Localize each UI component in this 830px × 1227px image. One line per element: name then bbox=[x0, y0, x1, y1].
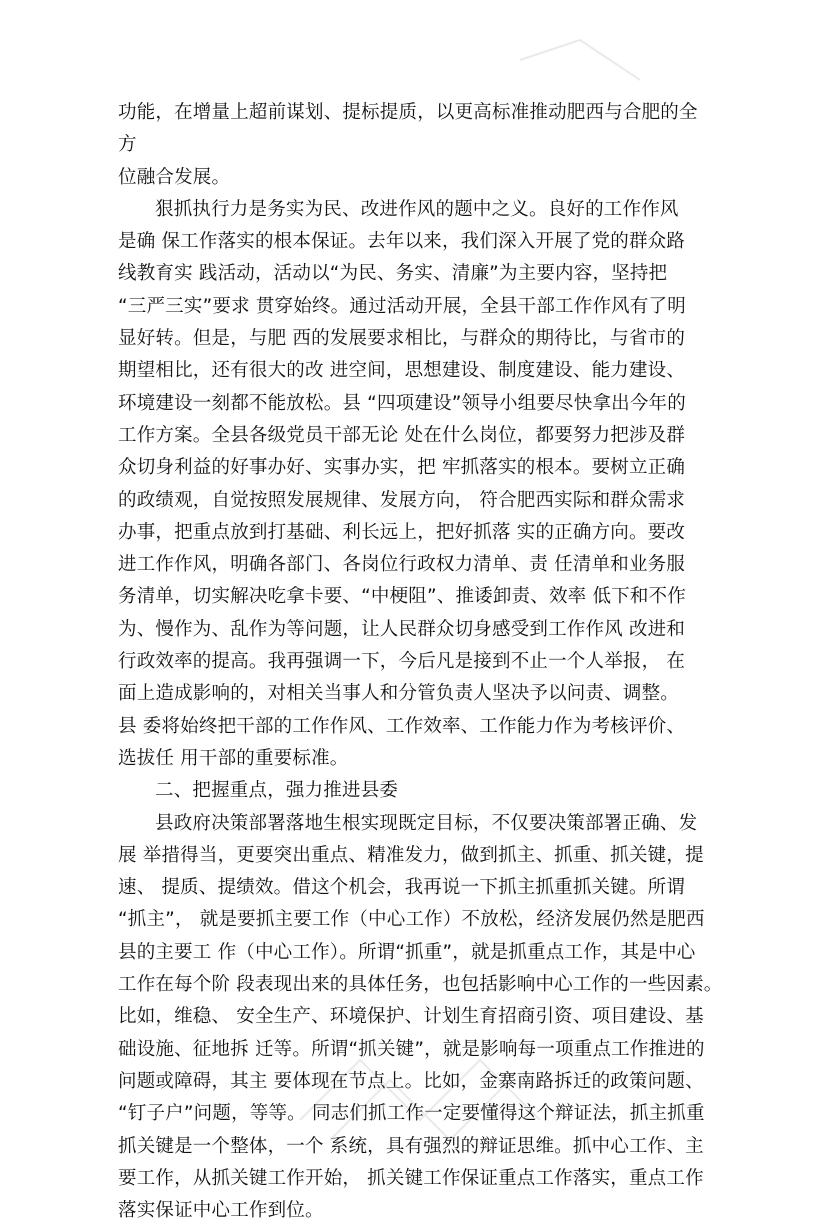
text-line: 进工作作风，明确各部门、各岗位行政权力清单、责 任清单和业务服 bbox=[118, 554, 686, 576]
text-line: 是确 保工作落实的根本保证。去年以来，我们深入开展了党的群众路 bbox=[118, 231, 686, 253]
text-line: 县 委将始终把干部的工作作风、工作效率、工作能力作为考核评价、 bbox=[118, 715, 686, 737]
text-line: 为、慢作为、乱作为等问题，让人民群众切身感受到工作作风 改进和 bbox=[118, 618, 686, 640]
text-line: 环境建设一刻都不能放松。县 “四项建设”领导小组要尽快拿出今年的 bbox=[118, 392, 686, 414]
text-line: 方 bbox=[118, 134, 137, 156]
text-line: 办事，把重点放到打基础、利长远上，把好抓落 实的正确方向。要改 bbox=[118, 521, 686, 543]
text-line: 础设施、征地拆 迁等。所谓“抓关键”，就是影响每一项重点工作推进的 bbox=[118, 1038, 705, 1060]
text-line: 行政效率的提高。我再强调一下，今后凡是接到不止一个人举报， 在 bbox=[118, 651, 686, 673]
text-line: 的政绩观，自觉按照发展规律、发展方向， 符合肥西实际和群众需求 bbox=[118, 489, 686, 511]
text-line: 速、 提质、提绩效。借这个机会，我再说一下抓主抓重抓关键。所谓 bbox=[118, 877, 686, 899]
text-line: 选拔任 用干部的重要标准。 bbox=[118, 747, 349, 769]
text-line: 务清单，切实解决吃拿卡要、“中梗阻”、推诿卸责、效率 低下和不作 bbox=[118, 586, 686, 608]
text-line: 工作方案。全县各级党员干部无论 处在什么岗位，都要努力把涉及群 bbox=[118, 424, 686, 446]
text-line: 比如，维稳、 安全生产、环境保护、计划生育招商引资、项目建设、基 bbox=[118, 1006, 704, 1028]
text-line: 线教育实 践活动，活动以“为民、务实、清廉”为主要内容，坚持把 bbox=[118, 263, 668, 285]
text-line: 期望相比，还有很大的改 进空间，思想建设、制度建设、能力建设、 bbox=[118, 360, 686, 382]
text-line: 要工作，从抓关键工作开始， 抓关键工作保证重点工作落实，重点工作 bbox=[118, 1167, 704, 1189]
text-line: 众切身利益的好事办好、实事办实，把 牢抓落实的根本。要树立正确 bbox=[118, 457, 686, 479]
section-heading: 二、把握重点，强力推进县委 bbox=[155, 780, 399, 802]
text-line: “三严三实”要求 贯穿始终。通过活动开展，全县干部工作作风有了明 bbox=[118, 295, 686, 317]
text-line: 落实保证中心工作到位。 bbox=[118, 1200, 324, 1222]
text-line: 问题或障碍，其主 要体现在节点上。比如，金寨南路拆迁的政策问题、 bbox=[118, 1070, 704, 1092]
text-line: 面上造成影响的，对相关当事人和分管负责人坚决予以问责、调整。 bbox=[118, 683, 680, 705]
paragraph-first-line: 县政府决策部署落地生根实现既定目标，不仅要决策部署正确、发 bbox=[155, 812, 698, 834]
text-line: 位融合发展。 bbox=[118, 166, 231, 188]
text-line: “抓主”， 就是要抓主要工作（中心工作）不放松，经济发展仍然是肥西 bbox=[118, 909, 705, 931]
text-line: “钉子户”问题，等等。 同志们抓工作一定要懂得这个辩证法，抓主抓重 bbox=[118, 1103, 705, 1125]
document-body bbox=[118, 97, 738, 1227]
text-line: 展 举措得当，更要突出重点、精准发力，做到抓主、抓重、抓关键，提 bbox=[118, 844, 704, 866]
text-line: 抓关键是一个整体，一个 系统，具有强烈的辩证思维。抓中心工作、主 bbox=[118, 1135, 704, 1157]
text-line: 县的主要工 作（中心工作）。所谓“抓重”，就是抓重点工作，其是中心 bbox=[118, 941, 696, 963]
text-line: 显好转。但是，与肥 西的发展要求相比，与群众的期待比，与省市的 bbox=[118, 328, 686, 350]
text-line: 功能，在增量上超前谋划、提标提质，以更高标准推动肥西与合肥的全 bbox=[118, 102, 698, 123]
text-line: 工作在每个阶 段表现出来的具体任务，也包括影响中心工作的一些因素。 bbox=[118, 974, 723, 996]
paragraph-first-line: 狠抓执行力是务实为民、改进作风的题中之义。良好的工作作风 bbox=[155, 198, 679, 220]
